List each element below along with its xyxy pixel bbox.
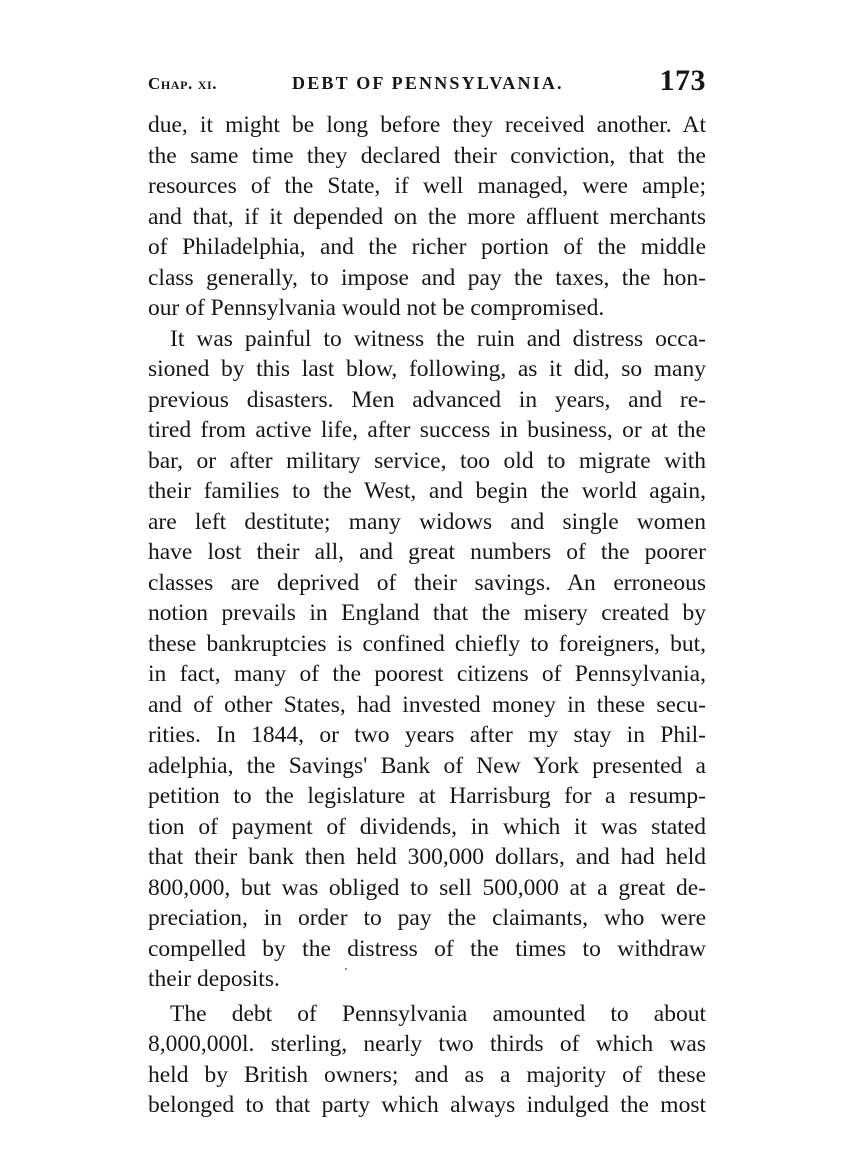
paragraph-1	[148, 110, 706, 324]
text-line: our of Pennsylvania would not be compromised.	[148, 295, 605, 321]
text-line: adelphia, the Savings' Bank of New York presented a	[148, 752, 706, 779]
print-speck	[345, 968, 347, 970]
running-head	[148, 64, 706, 104]
text-line: these bankruptcies is confined chiefly to foreigners, but,	[148, 630, 706, 657]
paragraph-3	[148, 999, 706, 1121]
text-line: 800,000, but was obliged to sell 500,000 at a great de-	[148, 874, 706, 901]
text-line: their deposits.	[148, 966, 280, 992]
text-line: notion prevails in England that the misery created by	[148, 600, 706, 626]
text-line: The debt of Pennsylvania amounted to about	[170, 1000, 706, 1027]
text-line: that their bank then held 300,000 dollars, and had held	[148, 844, 706, 870]
chapter-label: Chap. xi.	[148, 74, 218, 93]
text-line: resources of the State, if well managed, were ample;	[148, 173, 706, 199]
text-line: previous disasters. Men advanced in years, and re-	[148, 386, 706, 413]
text-line: class generally, to impose and pay the taxes, the hon-	[148, 264, 706, 291]
text-line: petition to the legislature at Harrisburg for a resump-	[148, 783, 706, 809]
text-line: sioned by this last blow, following, as it did, so many	[148, 356, 706, 382]
text-line: preciation, in order to pay the claimants, who were	[148, 905, 706, 931]
text-line: their families to the West, and begin the world again,	[148, 478, 706, 504]
text-line: in fact, many of the poorest citizens of Pennsylvania,	[148, 661, 706, 687]
running-title: DEBT OF PENNSYLVANIA.	[292, 73, 564, 93]
text-line: bar, or after military service, too old to migrate with	[148, 447, 706, 474]
text-line: have lost their all, and great numbers of the poorer	[148, 539, 706, 565]
text-line: are left destitute; many widows and single women	[148, 508, 706, 535]
text-line: of Philadelphia, and the richer portion of the middle	[148, 234, 706, 260]
page-number: 173	[659, 64, 706, 97]
text-line: tion of payment of dividends, in which it was stated	[148, 813, 706, 840]
text-line: belonged to that party which always indulged the most	[148, 1092, 706, 1118]
text-line: rities. In 1844, or two years after my stay in Phil-	[148, 722, 706, 748]
text-line: It was painful to witness the ruin and distress occa-	[170, 325, 706, 352]
text-line: held by British owners; and as a majority of these	[148, 1061, 706, 1088]
text-line: 8,000,000l. sterling, nearly two thirds of which was	[148, 1031, 706, 1057]
text-line: due, it might be long before they received another. At	[148, 112, 706, 138]
text-line: tired from active life, after success in business, or at the	[148, 417, 706, 443]
body-text	[148, 110, 706, 1121]
paragraph-2	[148, 324, 706, 995]
text-line: and that, if it depended on the more affluent merchants	[148, 203, 706, 230]
text-line: the same time they declared their conviction, that the	[148, 142, 706, 169]
text-line: classes are deprived of their savings. An erroneous	[148, 569, 706, 596]
text-line: compelled by the distress of the times to withdraw	[148, 935, 706, 962]
text-line: and of other States, had invested money in these secu-	[148, 691, 706, 718]
